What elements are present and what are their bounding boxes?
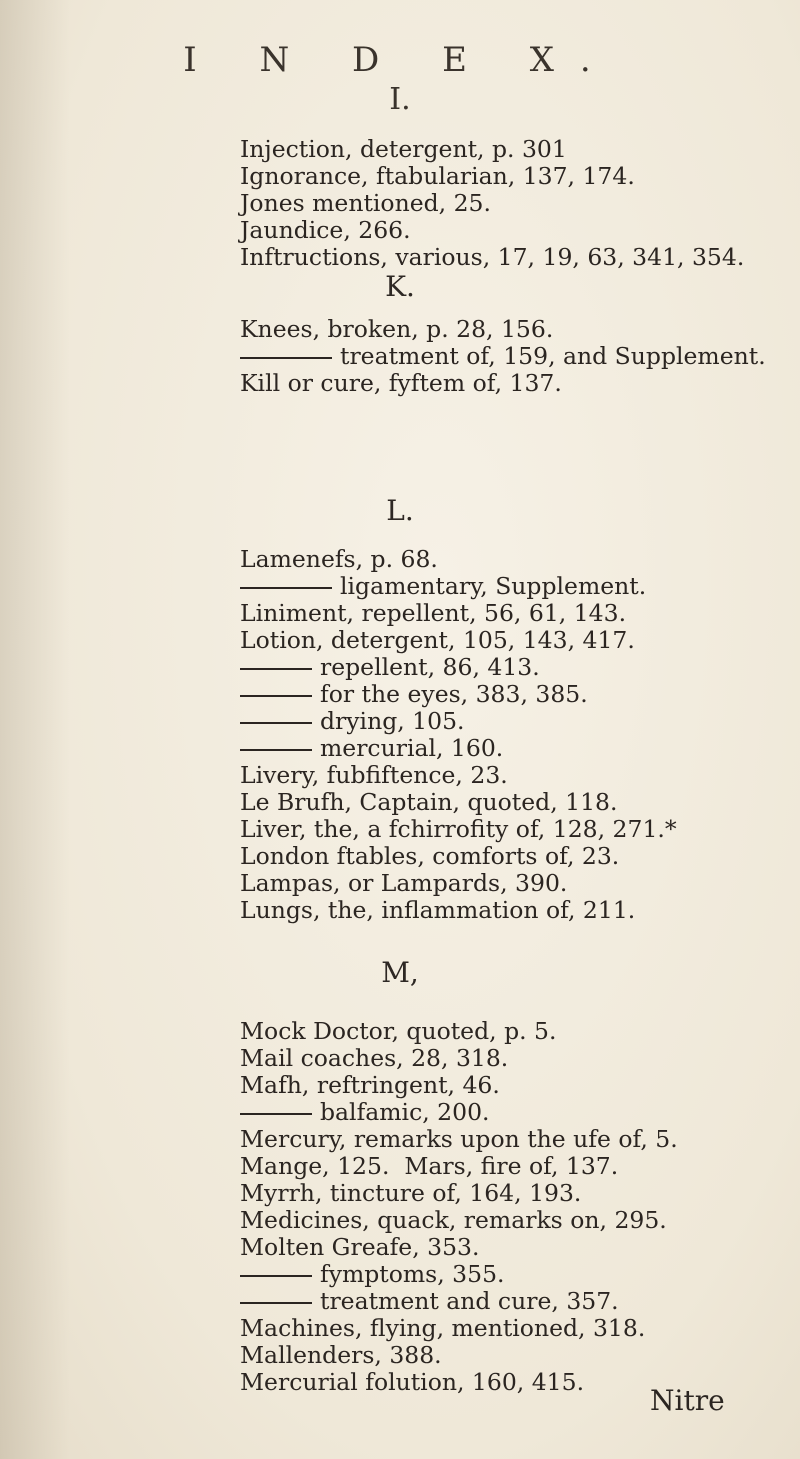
index-entry-continuation [240,573,740,600]
index-entry: Inftructions, various, 17, 19, 63, 341, 354. [240,243,745,271]
section-m-entries [240,1018,740,1396]
index-entry: Lungs, the, inflammation of, 211. [240,896,636,924]
index-entry-continuation [240,681,740,708]
index-entry: Myrrh, tincture of, 164, 193. [240,1179,582,1207]
index-entry: Livery, fubfiftence, 23. [240,761,508,789]
index-entry: London ftables, comforts of, 23. [240,842,620,870]
entry-text: mercurial, 160. [320,734,504,762]
ditto-dash [240,587,332,589]
ditto-dash [240,668,312,670]
index-entry: Jones mentioned, 25. [240,189,491,217]
ditto-dash [240,357,332,359]
ditto-dash [240,722,312,724]
index-entry: Lotion, detergent, 105, 143, 417. [240,626,635,654]
entry-text: treatment and cure, 357. [320,1287,619,1315]
index-entry-continuation [240,342,766,370]
index-entry-continuation [240,1288,740,1315]
index-entry: Mail coaches, 28, 318. [240,1044,509,1072]
page-header: I N D E X. [183,40,617,80]
index-entry: Mange, 125. Mars, fire of, 137. [240,1152,619,1180]
index-entry: Molten Greafe, 353. [240,1233,480,1261]
section-letter-i: I. [389,82,411,117]
index-entry-continuation [240,654,740,681]
index-entry: Medicines, quack, remarks on, 295. [240,1206,667,1234]
index-entry: Kill or cure, fyftem of, 137. [240,369,562,397]
gutter-shadow [0,0,70,1459]
index-entry: Knees, broken, p. 28, 156. [240,315,554,343]
entry-text: ligamentary, Supplement. [340,572,647,600]
index-entry: Le Brufh, Captain, quoted, 118. [240,788,618,816]
section-letter-m: M, [381,956,419,989]
catchword: Nitre [650,1384,725,1417]
index-entry-continuation [240,1099,740,1126]
index-entry: Lamenefs, p. 68. [240,545,438,573]
index-entry: Mallenders, 388. [240,1341,442,1369]
index-entry: Liver, the, a fchirrofity of, 128, 271.* [240,815,677,843]
ditto-dash [240,1275,312,1277]
section-l-entries [240,546,740,924]
ditto-dash [240,1302,312,1304]
index-entry-continuation [240,1261,740,1288]
index-entry: Mafh, reftringent, 46. [240,1071,500,1099]
index-entry: Liniment, repellent, 56, 61, 143. [240,599,627,627]
entry-text: repellent, 86, 413. [320,653,540,681]
index-entry: Machines, flying, mentioned, 318. [240,1314,646,1342]
section-i-entries [240,135,745,271]
index-entry: Mercurial folution, 160, 415. [240,1368,585,1396]
section-letter-l: L. [386,494,414,527]
index-entry-continuation [240,735,740,762]
index-entry: Lampas, or Lampards, 390. [240,869,568,897]
entry-text: for the eyes, 383, 385. [320,680,588,708]
index-entry: Mercury, remarks upon the ufe of, 5. [240,1125,678,1153]
ditto-dash [240,695,312,697]
entry-text: treatment of, 159, and Supplement. [340,342,766,370]
ditto-dash [240,1113,312,1115]
index-entry: Mock Doctor, quoted, p. 5. [240,1017,557,1045]
entry-text: balfamic, 200. [320,1098,490,1126]
index-entry-continuation [240,708,740,735]
index-entry: Injection, detergent, p. 301 [240,135,567,163]
section-letter-k: K. [385,270,415,303]
ditto-dash [240,749,312,751]
index-entry: Ignorance, ftabularian, 137, 174. [240,162,635,190]
index-entry: Jaundice, 266. [240,216,411,244]
entry-text: drying, 105. [320,707,465,735]
section-k-entries [240,315,766,397]
entry-text: fymptoms, 355. [320,1260,505,1288]
